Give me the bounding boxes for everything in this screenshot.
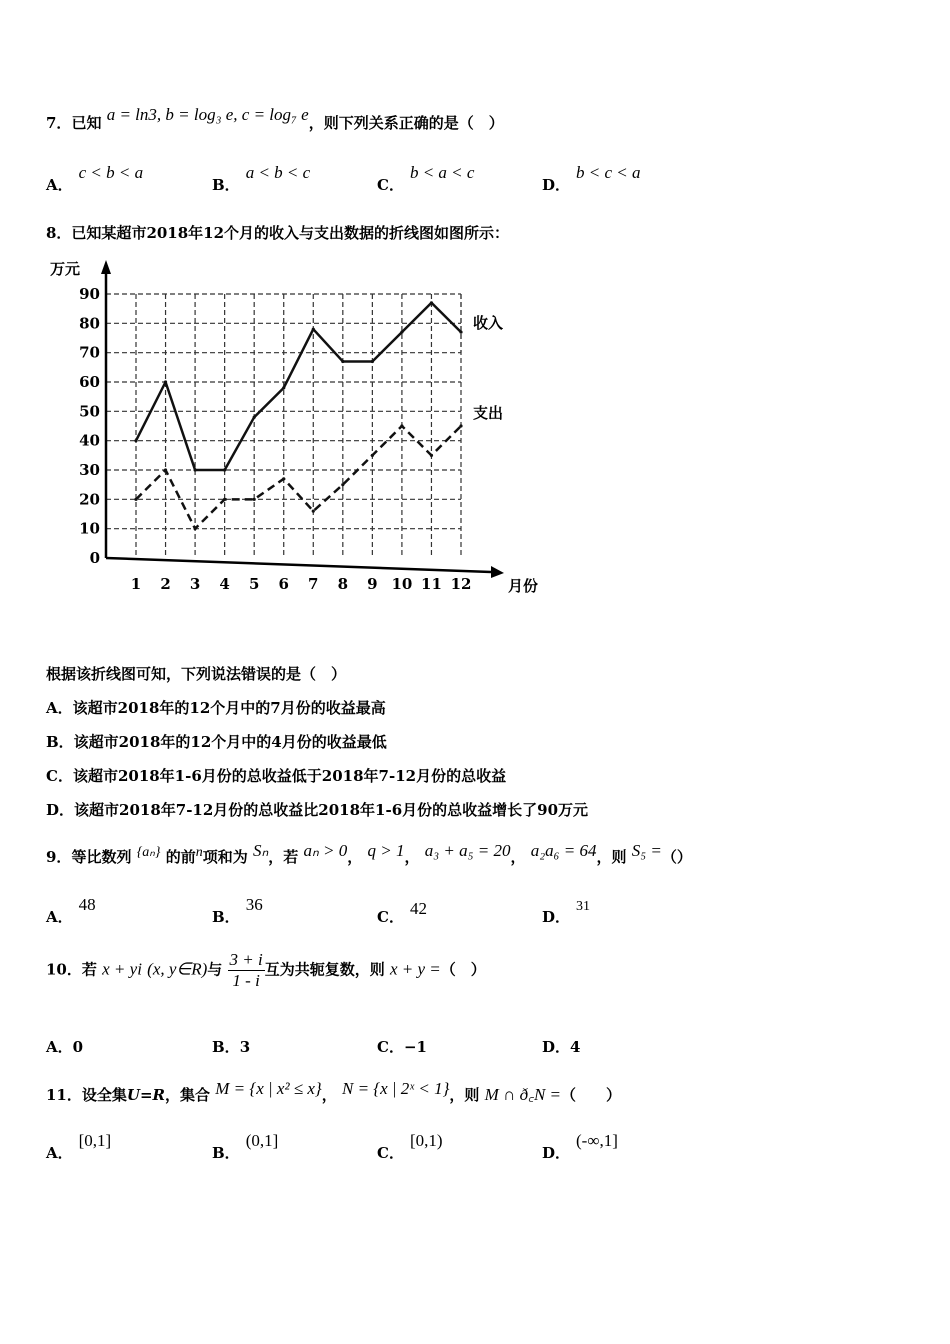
series-label-expense: 支出 [473,404,504,422]
y-tick-label-60: 60 [79,373,100,391]
q7-suffix: ，则下列关系正确的是（ ） [308,114,504,132]
q11-stem: 11．设全集U=R，集合 M = {x | x² ≤ x}， N = {x | 2ˣ < 1}，则 M ∩ ð꜀N =（ ） [46,1079,622,1104]
x-tick-label-4: 4 [219,575,230,593]
x-tick-label-12: 12 [450,575,472,593]
series-point-income-8 [341,360,344,363]
series-point-income-1 [134,439,137,442]
x-axis [106,558,491,572]
series-label-income: 收入 [473,314,504,333]
series-point-expense-7 [312,509,315,512]
x-tick-label-10: 10 [391,575,413,593]
q11-option-c[interactable]: C．[0,1) [377,1131,443,1162]
x-tick-label-1: 1 [130,575,142,593]
x-tick-label-6: 6 [278,575,289,593]
q8-stem: 8．已知某超市2018年12个月的收入与支出数据的折线图如图所示： [46,224,510,242]
series-point-income-6 [282,386,285,389]
x-tick-label-2: 2 [160,575,171,593]
series-line-income [136,303,461,470]
y-tick-label-50: 50 [79,402,100,421]
series-point-expense-2 [164,468,167,471]
series-point-expense-10 [400,424,403,427]
q11-option-d[interactable]: D．(-∞,1] [542,1131,618,1162]
q7-formula: a = ln3, b = log₃ e, c = log₇ e [106,105,309,124]
q10-option-a[interactable]: A．0 [46,1038,84,1056]
series-point-income-12 [459,331,462,334]
y-tick-label-70: 70 [79,343,100,362]
q8-option-d[interactable]: D．该超市2018年7-12月份的总收益比2018年1-6月份的总收益增长了90万元 [46,801,589,819]
q7-option-c[interactable]: C．b < a < c [377,163,475,194]
q7-option-b[interactable]: B．a < b < c [212,163,311,194]
q11-option-a[interactable]: A．[0,1] [46,1131,112,1162]
series-point-expense-5 [253,498,256,501]
x-tick-label-3: 3 [189,575,201,593]
series-point-expense-1 [134,498,137,501]
x-axis-arrow [491,566,504,578]
q8-option-c[interactable]: C．该超市2018年1-6月份的总收益低于2018年7-12月份的总收益 [46,767,507,785]
series-point-income-2 [164,380,167,383]
y-tick-label-10: 10 [79,519,100,538]
q7-option-a[interactable]: A．c < b < a [46,163,144,194]
x-tick-label-7: 7 [308,575,319,593]
x-tick-label-8: 8 [337,575,349,593]
y-tick-label-90: 90 [79,285,100,303]
q9-option-a[interactable]: A．48 [46,895,96,926]
y-tick-label-20: 20 [79,490,100,509]
q9-option-b[interactable]: B．36 [212,895,263,926]
q8-option-a[interactable]: A．该超市2018年的12个月中的7月份的收益最高 [46,699,386,717]
series-point-expense-11 [430,454,433,457]
series-point-expense-4 [223,498,226,501]
series-point-expense-8 [341,483,344,486]
q9-stem: 9．等比数列 {aₙ} 的前n项和为 Sₙ，若 aₙ > 0， q > 1， a₃ + a₅ = 20， a₂a₆ = 64，则 S₅ =（） [46,841,692,866]
q10-option-b[interactable]: B．3 [212,1038,251,1056]
y-tick-label-0: 0 [89,549,100,567]
y-tick-label-30: 30 [79,461,100,479]
y-tick-label-40: 40 [79,431,100,450]
series-point-income-10 [400,331,403,334]
q10-fraction: $\frac{3 + i}{1 - i}$ [229,950,263,990]
y-axis-label: 万元 [50,260,81,278]
q9-option-d[interactable]: D．31 [542,899,591,926]
series-point-income-7 [312,328,315,331]
y-axis-arrow [101,260,111,274]
q9-option-c[interactable]: C． 42 [377,899,427,926]
q8-question: 根据该折线图可知，下列说法错误的是（ ） [46,665,347,683]
series-point-income-5 [253,416,256,419]
series-point-expense-3 [193,527,196,530]
income-expense-line-chart [46,252,546,607]
series-point-expense-12 [459,424,462,427]
series-point-income-3 [193,468,196,471]
x-axis-label: 月份 [508,577,539,595]
series-point-income-11 [430,301,433,304]
q7-stem [46,105,504,133]
q10-stem: 10．若 x + yi (x, y∈R)与 $\frac{3 + i}{1 - i}$ 互为共轭复数，则 x + y =（ ） [46,950,486,990]
x-tick-label-9: 9 [367,575,378,593]
q7-number: 7． [46,114,72,132]
x-tick-label-5: 5 [248,575,260,593]
q7-prefix: 已知 [71,114,102,132]
q10-option-d[interactable]: D．4 [542,1038,581,1056]
series-point-expense-6 [282,477,285,480]
q9-seq: {aₙ} [136,845,161,860]
y-tick-label-80: 80 [79,314,100,333]
series-point-income-9 [371,360,374,363]
x-tick-label-11: 11 [421,575,442,593]
series-point-income-4 [223,468,226,471]
series-point-expense-9 [371,454,374,457]
q7-option-d[interactable]: D．b < c < a [542,163,641,194]
q11-option-b[interactable]: B．(0,1] [212,1131,279,1162]
q8-option-b[interactable]: B．该超市2018年的12个月中的4月份的收益最低 [46,733,387,751]
q10-option-c[interactable]: C．−1 [377,1038,427,1056]
